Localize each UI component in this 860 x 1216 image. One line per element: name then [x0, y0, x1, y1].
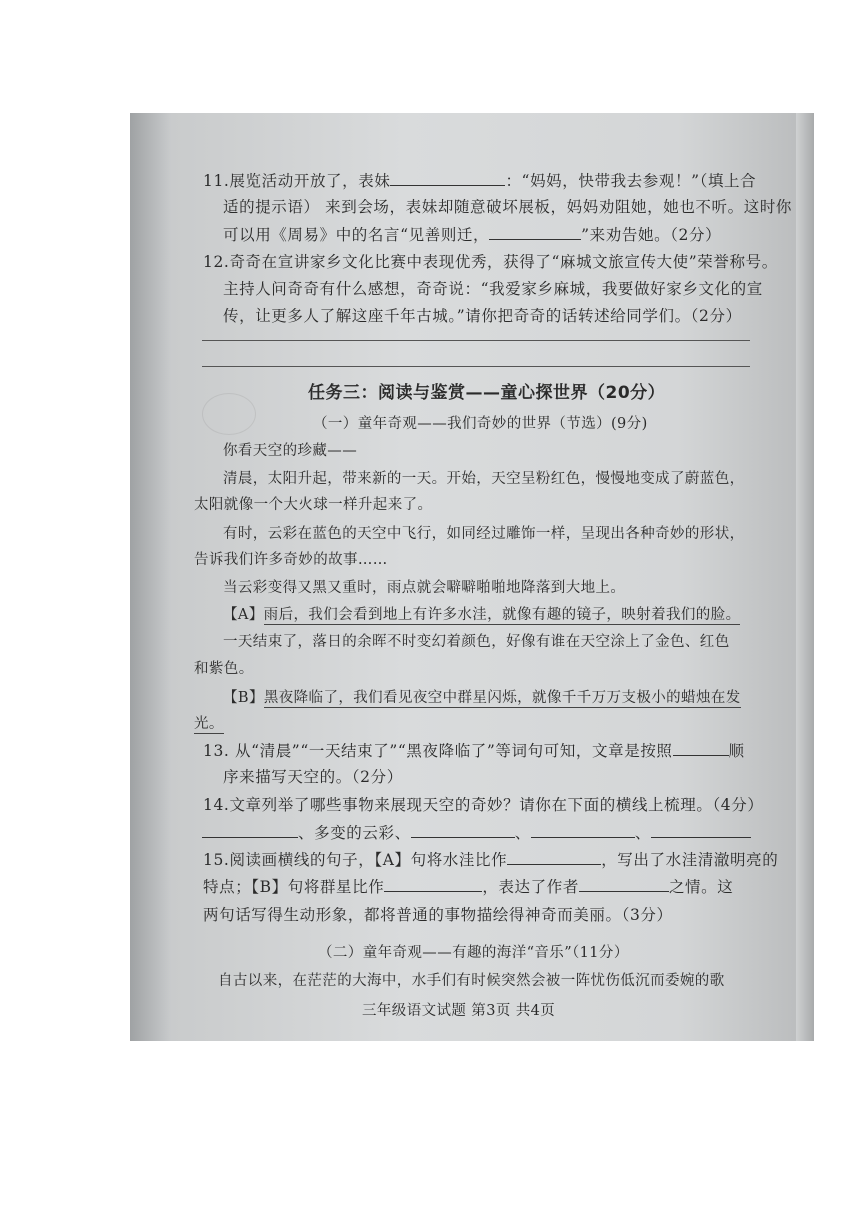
paper-edge: [796, 113, 814, 1041]
passage1-p2-line2: 告诉我们许多奇妙的故事……: [194, 552, 388, 568]
passage1-p4-line1: 一天结束了，落日的余晖不时变幻着颜色，好像有谁在天空涂上了金色、红色: [223, 634, 730, 650]
q12-line3: 传，让更多人了解这座千年古城。”请你把奇奇的话转述给同学们。（2分）: [223, 307, 742, 325]
passage1-sentence-b: 【B】黑夜降临了，我们看见夜空中群星闪烁，就像千千万万支极小的蜡烛在发: [223, 690, 741, 706]
passage2-title: （二）童年奇观——有趣的海洋“音乐”（11分）: [318, 945, 629, 961]
q14-blank-3[interactable]: [531, 823, 635, 838]
passage1-sentence-b-end: 光。: [194, 716, 224, 732]
passage1-p1-line2: 太阳就像一个大火球一样升起来了。: [194, 497, 433, 513]
q14-blank-4[interactable]: [651, 823, 751, 838]
passage1-title: （一）童年奇观——我们奇妙的世界（节选）(9分): [313, 416, 648, 432]
q12-line1: 12.奇奇在宣讲家乡文化比赛中表现优秀，获得了“麻城文旅宣传大使”荣誉称号。: [203, 253, 778, 271]
q15-line1: 15.阅读画横线的句子，【A】句将水洼比作 ，写出了水洼清澈明亮的: [203, 851, 779, 869]
passage1-intro: 你看天空的珍藏——: [223, 443, 358, 459]
q12-line2: 主持人问奇奇有什么感想，奇奇说：“我爱家乡麻城，我要做好家乡文化的宣: [223, 280, 763, 298]
q11-line1: 11.展览活动开放了，表妹 ：“妈妈，快带我去参观！”（填上合: [203, 172, 757, 190]
page-footer: 三年级语文试题 第3页 共4页: [362, 1003, 556, 1019]
q15-line2: 特点；【B】句将群星比作 ，表达了作者 之情。这: [203, 878, 734, 896]
passage1-p1-line1: 清晨，太阳升起，带来新的一天。开始，天空呈粉红色，慢慢地变成了蔚蓝色，: [223, 471, 745, 487]
q15-blank-a[interactable]: [507, 850, 601, 865]
q11-line3: 可以用《周易》中的名言“见善则迁， ”来劝告她。（2分）: [223, 226, 722, 244]
q11-blank-prompt[interactable]: [390, 171, 505, 186]
q13-line1: 13. 从“清晨”“一天结束了”“黑夜降临了”等词句可知，文章是按照 顺: [203, 742, 745, 760]
passage1-p2-line1: 有时，云彩在蓝色的天空中飞行，如同经过雕饰一样，呈现出各种奇妙的形状，: [223, 526, 745, 542]
q11-blank-quote[interactable]: [489, 225, 581, 240]
q12-answer-line-2[interactable]: [202, 366, 750, 367]
q15-blank-b[interactable]: [384, 877, 482, 892]
exam-paper-photo: [130, 113, 814, 1041]
q14-blank-1[interactable]: [202, 823, 298, 838]
q14-blank-2[interactable]: [411, 823, 515, 838]
task3-heading: 任务三：阅读与鉴赏——童心探世界（20分）: [308, 383, 666, 403]
q14-line2: 、多变的云彩、 、 、: [202, 821, 751, 843]
q12-answer-line-1[interactable]: [202, 340, 750, 341]
q14-line1: 14.文章列举了哪些事物来展现天空的奇妙？请你在下面的横线上梳理。（4分）: [203, 796, 764, 814]
passage2-p1: 自古以来，在茫茫的大海中，水手们有时候突然会被一阵忧伤低沉而委婉的歌: [218, 973, 725, 989]
q11-line2: 适的提示语） 来到会场，表妹却随意破坏展板，妈妈劝阻她，她也不听。这时你: [223, 198, 793, 216]
q15-blank-feeling[interactable]: [579, 877, 669, 892]
q15-line3: 两句话写得生动形象，都将普通的事物描绘得神奇而美丽。（3分）: [203, 906, 673, 924]
faint-stamp: [202, 393, 256, 435]
q13-line2: 序来描写天空的。（2分）: [223, 768, 403, 786]
q13-blank-order[interactable]: [673, 741, 729, 756]
passage1-p3: 当云彩变得又黑又重时，雨点就会噼噼啪啪地降落到大地上。: [223, 580, 626, 596]
passage1-p4-line2: 和紫色。: [194, 661, 254, 677]
passage1-sentence-a: 【A】雨后，我们会看到地上有许多水洼，就像有趣的镜子，映射着我们的脸。: [223, 607, 741, 623]
